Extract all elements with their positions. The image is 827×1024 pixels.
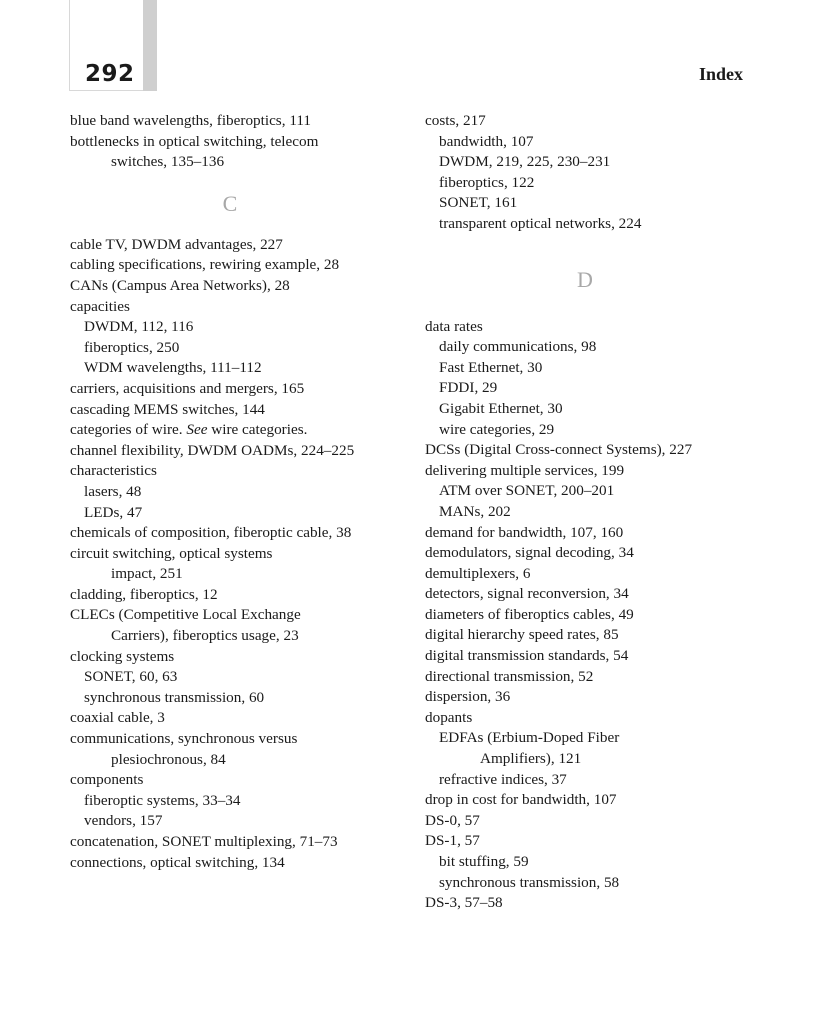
index-subentry: EDFAs (Erbium-Doped Fiber bbox=[439, 729, 620, 747]
index-subentry: ATM over SONET, 200–201 bbox=[439, 482, 615, 500]
section-letter-c: C bbox=[222, 190, 238, 216]
index-entry: CLECs (Competitive Local Exchange bbox=[70, 606, 301, 624]
index-entry: drop in cost for bandwidth, 107 bbox=[425, 791, 617, 809]
index-subentry: lasers, 48 bbox=[84, 482, 142, 500]
index-entry: chemicals of composition, fiberoptic cable, 38 bbox=[70, 524, 352, 542]
index-column-left bbox=[70, 111, 420, 873]
index-entry: DCSs (Digital Cross-connect Systems), 227 bbox=[425, 441, 693, 459]
index-entry: communications, synchronous versus bbox=[70, 730, 298, 748]
index-subentry: bit stuffing, 59 bbox=[439, 853, 529, 870]
index-subentry: synchronous transmission, 58 bbox=[439, 873, 620, 891]
index-entry: circuit switching, optical systems bbox=[70, 544, 273, 562]
index-entry: costs, 217 bbox=[425, 112, 486, 129]
index-entry: DS-1, 57 bbox=[425, 832, 480, 850]
index-entry: digital hierarchy speed rates, 85 bbox=[425, 626, 619, 644]
index-entry-continuation: Carriers), fiberoptics usage, 23 bbox=[111, 627, 299, 645]
index-entry: capacities bbox=[70, 297, 130, 315]
index-subentry: daily communications, 98 bbox=[439, 338, 597, 356]
index-entry: detectors, signal reconversion, 34 bbox=[425, 585, 629, 603]
index-subentry: DWDM, 219, 225, 230–231 bbox=[439, 153, 611, 171]
index-subentry: SONET, 60, 63 bbox=[84, 668, 178, 686]
index-subentry: transparent optical networks, 224 bbox=[439, 214, 642, 232]
index-entry-continuation: plesiochronous, 84 bbox=[111, 750, 226, 768]
index-entry: coaxial cable, 3 bbox=[70, 709, 165, 727]
index-column-right bbox=[425, 111, 775, 914]
index-subentry: refractive indices, 37 bbox=[439, 770, 567, 788]
index-subentry: MANs, 202 bbox=[439, 502, 511, 520]
page-number: 292 bbox=[85, 61, 135, 87]
index-entry-continuation: switches, 135–136 bbox=[111, 153, 225, 171]
index-subentry: fiberoptics, 122 bbox=[439, 173, 535, 191]
index-entry: characteristics bbox=[70, 462, 157, 480]
section-letter-d: D bbox=[577, 266, 593, 292]
index-entry: cabling specifications, rewiring example, 28 bbox=[70, 256, 340, 274]
index-entry: demultiplexers, 6 bbox=[425, 564, 531, 582]
index-subentry: LEDs, 47 bbox=[84, 503, 143, 521]
index-entry: blue band wavelengths, fiberoptics, 111 bbox=[70, 112, 311, 129]
index-entry: CANs (Campus Area Networks), 28 bbox=[70, 276, 290, 294]
index-entry: connections, optical switching, 134 bbox=[70, 853, 285, 871]
index-subentry: vendors, 157 bbox=[84, 812, 163, 830]
index-entry: dispersion, 36 bbox=[425, 688, 511, 706]
see-reference-target: wire categories. bbox=[211, 421, 308, 439]
page-number-tab bbox=[69, 0, 157, 91]
page-tab-bar bbox=[143, 0, 157, 91]
index-entry: components bbox=[70, 771, 144, 789]
index-entry: clocking systems bbox=[70, 647, 175, 665]
index-subentry: FDDI, 29 bbox=[439, 379, 498, 397]
index-entry: channel flexibility, DWDM OADMs, 224–225 bbox=[70, 441, 355, 459]
index-subentry: SONET, 161 bbox=[439, 194, 518, 212]
index-entry: concatenation, SONET multiplexing, 71–73 bbox=[70, 833, 338, 850]
index-entry: dopants bbox=[425, 708, 473, 726]
index-subentry: WDM wavelengths, 111–112 bbox=[84, 359, 262, 377]
index-entry: bottlenecks in optical switching, telecom bbox=[70, 132, 319, 150]
index-subentry: wire categories, 29 bbox=[439, 420, 555, 438]
index-subentry: DWDM, 112, 116 bbox=[84, 318, 194, 336]
index-subentry: Fast Ethernet, 30 bbox=[439, 358, 543, 376]
index-subentry: fiberoptics, 250 bbox=[84, 338, 180, 356]
index-entry: demodulators, signal decoding, 34 bbox=[425, 544, 634, 562]
index-entry: carriers, acquisitions and mergers, 165 bbox=[70, 379, 305, 397]
index-subentry: bandwidth, 107 bbox=[439, 132, 534, 150]
index-entry: delivering multiple services, 199 bbox=[425, 461, 625, 479]
index-subentry: synchronous transmission, 60 bbox=[84, 688, 265, 706]
index-entry: cable TV, DWDM advantages, 227 bbox=[70, 235, 283, 253]
index-subentry: fiberoptic systems, 33–34 bbox=[84, 791, 241, 809]
index-entry: diameters of fiberoptics cables, 49 bbox=[425, 605, 634, 623]
index-entry-continuation: Amplifiers), 121 bbox=[480, 750, 582, 768]
index-entry: DS-0, 57 bbox=[425, 811, 480, 829]
index-entry: digital transmission standards, 54 bbox=[425, 647, 629, 665]
index-entry: data rates bbox=[425, 317, 483, 335]
index-entry: demand for bandwidth, 107, 160 bbox=[425, 523, 624, 541]
index-entry-continuation: impact, 251 bbox=[111, 565, 183, 583]
index-entry: DS-3, 57–58 bbox=[425, 894, 503, 912]
index-subentry: Gigabit Ethernet, 30 bbox=[439, 399, 563, 417]
index-entry: cladding, fiberoptics, 12 bbox=[70, 585, 218, 603]
running-head: Index bbox=[698, 64, 743, 84]
index-entry-see-reference bbox=[70, 420, 420, 441]
see-reference-label: See bbox=[186, 421, 208, 439]
index-entry: directional transmission, 52 bbox=[425, 667, 594, 685]
index-entry: cascading MEMS switches, 144 bbox=[70, 400, 265, 418]
index-entry-term: categories of wire. bbox=[70, 421, 183, 439]
